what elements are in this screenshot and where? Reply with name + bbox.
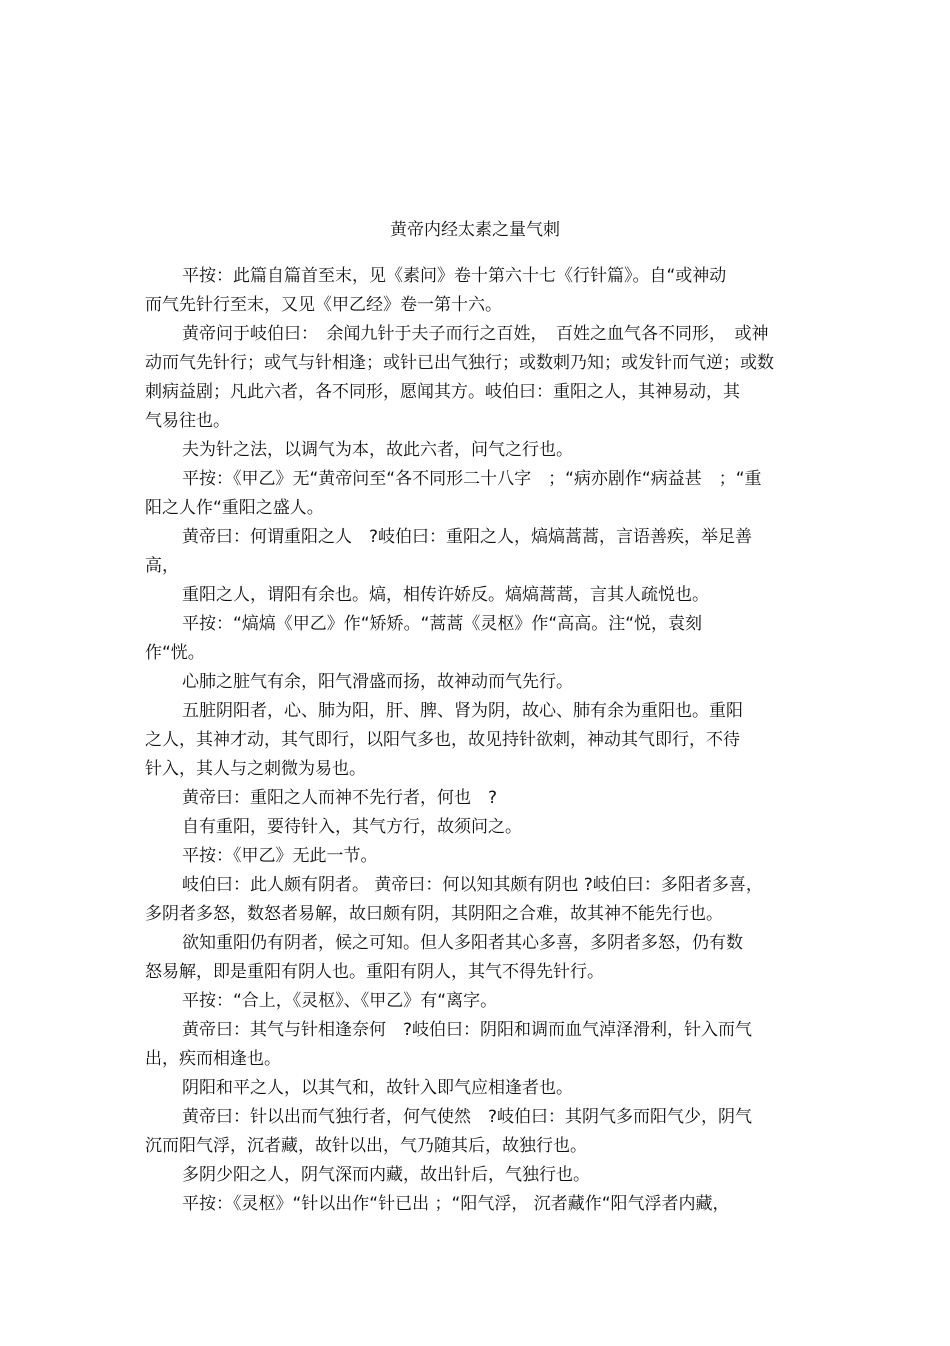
- text-line: 夫为针之法，以调气为本，故此六者，问气之行也。: [182, 440, 573, 460]
- text-line: 平按：《甲乙》无“黄帝问至“各不同形二十八字 ；“病亦剧作“病益甚 ；“重: [182, 469, 762, 489]
- text-line: 气易往也。: [145, 411, 230, 431]
- text-line: 五脏阴阳者，心、肺为阳，肝、脾、肾为阴，故心、肺有余为重阳也。重阳: [182, 701, 743, 721]
- paragraph: [145, 581, 825, 610]
- text-line: 怒易解，即是重阳有阴人也。重阳有阴人，其气不得先针行。: [145, 962, 604, 982]
- text-line: 而气先针行至末，又见《甲乙经》卷一第十六。: [145, 295, 502, 315]
- paragraph: [145, 987, 825, 1016]
- text-line: 岐伯曰：此人颇有阴者。 黄帝曰：何以知其颇有阴也 ?岐伯曰：多阳者多喜，: [182, 875, 763, 895]
- text-line: 黄帝曰：何谓重阳之人 ?岐伯曰：重阳之人，熇熇蒿蒿，言语善疾，举足善: [182, 527, 753, 547]
- text-line: 黄帝问于岐伯曰： 余闻九针于夫子而行之百姓， 百姓之血气各不同形， 或神: [182, 324, 769, 344]
- paragraph: [145, 1190, 825, 1219]
- paragraph: [145, 784, 825, 813]
- text-line: 欲知重阳仍有阴者，候之可知。但人多阳者其心多喜，多阴者多怒，仍有数: [182, 933, 743, 953]
- text-line: 黄帝曰：其气与针相逢奈何 ?岐伯曰：阴阳和调而血气淖泽滑利，针入而气: [182, 1020, 753, 1040]
- text-line: 沉而阳气浮，沉者藏，故针以出，气乃随其后，故独行也。: [145, 1136, 587, 1156]
- text-line: 高，: [145, 556, 179, 576]
- text-line: 平按：“熇熇《甲乙》作“矫矫。“蒿蒿《灵枢》作“高高。注“悦，袁刻: [182, 614, 703, 634]
- text-line: 针入，其人与之刺微为易也。: [145, 759, 366, 779]
- text-line: 平按：《甲乙》无此一节。: [182, 846, 378, 866]
- text-line: 多阴者多怒，数怒者易解，故曰颇有阴，其阴阳之合难，故其神不能先行也。: [145, 904, 723, 924]
- paragraph: [145, 465, 825, 523]
- paragraph: [145, 1103, 825, 1161]
- paragraph: [145, 842, 825, 871]
- paragraph: [145, 523, 825, 581]
- text-line: 自有重阳，要待针入，其气方行，故须问之。: [182, 817, 522, 837]
- text-line: 黄帝曰：重阳之人而神不先行者，何也 ?: [182, 788, 498, 808]
- paragraph: [145, 697, 825, 784]
- text-line: 阴阳和平之人，以其气和，故针入即气应相逢者也。: [182, 1078, 573, 1098]
- paragraph: [145, 610, 825, 668]
- paragraph: [145, 320, 825, 436]
- paragraph: [145, 1161, 825, 1190]
- text-line: 多阴少阳之人，阴气深而内藏，故出针后，气独行也。: [182, 1165, 590, 1185]
- document-title: 黄帝内经太素之量气刺: [390, 220, 560, 240]
- paragraph: [145, 871, 825, 929]
- text-line: 动而气先针行；或气与针相逢；或针已出气独行；或数刺乃知；或发针而气逆；或数: [145, 353, 774, 373]
- text-line: 之人，其神才动，其气即行，以阳气多也，故见持针欲刺，神动其气即行，不待: [145, 730, 740, 750]
- text-line: 心肺之脏气有余，阳气滑盛而扬，故神动而气先行。: [182, 672, 573, 692]
- paragraph: [145, 436, 825, 465]
- paragraph: [145, 1074, 825, 1103]
- paragraph: [145, 929, 825, 987]
- text-line: 平按：此篇自篇首至末，见《素问》卷十第六十七《行针篇》。自“或神动: [182, 266, 727, 286]
- paragraph: [145, 1016, 825, 1074]
- text-line: 刺病益剧；凡此六者，各不同形，愿闻其方。岐伯曰：重阳之人，其神易动，其: [145, 382, 740, 402]
- text-line: 黄帝曰：针以出而气独行者，何气使然 ?岐伯曰：其阴气多而阳气少，阴气: [182, 1107, 753, 1127]
- text-line: 作“恍。: [145, 643, 205, 663]
- paragraph: [145, 668, 825, 697]
- document-body: [145, 262, 825, 1219]
- paragraph: [145, 262, 825, 320]
- text-line: 平按：《灵枢》“针以出作“针已出 ；“阳气浮， 沉者藏作“阳气浮者内藏，: [182, 1194, 730, 1214]
- text-line: 重阳之人，谓阳有余也。熇，相传许娇反。熇熇蒿蒿，言其人疏悦也。: [182, 585, 709, 605]
- text-line: 平按：“合上，《灵枢》、《甲乙》有“离字。: [182, 991, 498, 1011]
- text-line: 出，疾而相逢也。: [145, 1049, 281, 1069]
- text-line: 阳之人作“重阳之盛人。: [145, 498, 324, 518]
- paragraph: [145, 813, 825, 842]
